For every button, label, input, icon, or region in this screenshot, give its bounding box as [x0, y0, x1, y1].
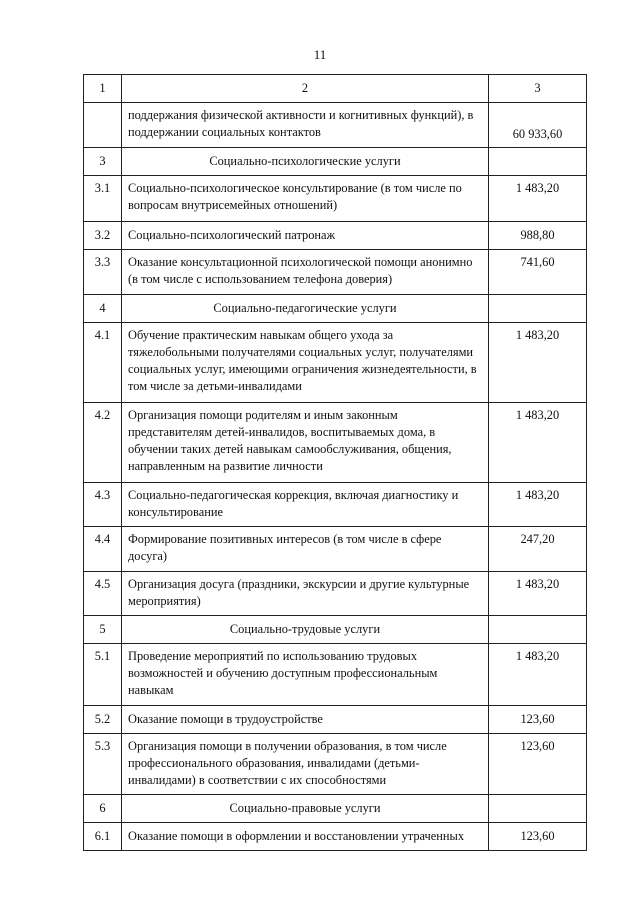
- table-row: [84, 483, 587, 527]
- table-row: [84, 527, 587, 572]
- row-text: Оказание помощи в трудоустройстве: [122, 706, 489, 734]
- row-value: 988,80: [489, 222, 587, 250]
- row-text: Формирование позитивных интересов (в том числе в сфере досуга): [122, 527, 489, 572]
- row-value: 1 483,20: [489, 644, 587, 706]
- row-number: 4.3: [84, 483, 122, 527]
- row-number: 5.2: [84, 706, 122, 734]
- row-number: 6.1: [84, 823, 122, 851]
- row-number: 5.1: [84, 644, 122, 706]
- section-title: Социально-правовые услуги: [122, 795, 489, 823]
- row-value: 123,60: [489, 734, 587, 795]
- table-row: [84, 572, 587, 616]
- section-row: [84, 295, 587, 323]
- table-row: [84, 222, 587, 250]
- table-row: [84, 734, 587, 795]
- section-value: [489, 148, 587, 176]
- table-row: [84, 250, 587, 295]
- table-row: [84, 403, 587, 483]
- row-text: Организация помощи в получении образования, в том числе профессионального образования, инвалидами (детьми-инвалидами) в соответствии с их способностями: [122, 734, 489, 795]
- row-number: 5.3: [84, 734, 122, 795]
- table-row: [84, 823, 587, 851]
- row-value: 123,60: [489, 706, 587, 734]
- section-row: [84, 148, 587, 176]
- section-value: [489, 616, 587, 644]
- table-row: [84, 176, 587, 222]
- row-value: 1 483,20: [489, 403, 587, 483]
- row-text: поддержания физической активности и когнитивных функций), в поддержании социальных контактов: [122, 103, 489, 148]
- table-row: [84, 103, 587, 148]
- row-value: 1 483,20: [489, 572, 587, 616]
- section-title: Социально-педагогические услуги: [122, 295, 489, 323]
- row-value: 741,60: [489, 250, 587, 295]
- header-col-2: 2: [122, 75, 489, 103]
- table-row: [84, 644, 587, 706]
- row-text: Социально-педагогическая коррекция, включая диагностику и консультирование: [122, 483, 489, 527]
- section-row: [84, 616, 587, 644]
- header-col-3: 3: [489, 75, 587, 103]
- header-col-1: 1: [84, 75, 122, 103]
- section-title: Социально-психологические услуги: [122, 148, 489, 176]
- row-number: 4.4: [84, 527, 122, 572]
- row-value: 1 483,20: [489, 483, 587, 527]
- row-number: 3.1: [84, 176, 122, 222]
- section-number: 3: [84, 148, 122, 176]
- row-number: 4.1: [84, 323, 122, 403]
- row-value: 247,20: [489, 527, 587, 572]
- section-row: [84, 795, 587, 823]
- row-value: 123,60: [489, 823, 587, 851]
- row-text: Обучение практическим навыкам общего ухода за тяжелобольными получателями социальных услуг, получателями социальных услуг, имеющими ограничения жизнедеятельности, в том числе за детьми-инвалидами: [122, 323, 489, 403]
- section-number: 6: [84, 795, 122, 823]
- section-number: 5: [84, 616, 122, 644]
- row-value: 1 483,20: [489, 176, 587, 222]
- row-text: Организация помощи родителям и иным законным представителям детей-инвалидов, воспитываемых дома, в обучении таких детей навыкам самообслуживания, общения, направленным на развитие личности: [122, 403, 489, 483]
- page-number: 11: [313, 47, 327, 62]
- header-row: [84, 75, 587, 103]
- section-value: [489, 295, 587, 323]
- row-text: Социально-психологическое консультирование (в том числе по вопросам внутрисемейных отношений): [122, 176, 489, 222]
- row-text: Проведение мероприятий по использованию трудовых возможностей и обучению доступным профессиональным навыкам: [122, 644, 489, 706]
- row-text: Оказание помощи в оформлении и восстановлении утраченных: [122, 823, 489, 851]
- row-text: Оказание консультационной психологической помощи анонимно (в том числе с использованием телефона доверия): [122, 250, 489, 295]
- table-row: [84, 323, 587, 403]
- row-number: [84, 103, 122, 148]
- row-value: 1 483,20: [489, 323, 587, 403]
- section-value: [489, 795, 587, 823]
- row-text: Организация досуга (праздники, экскурсии и другие культурные мероприятия): [122, 572, 489, 616]
- row-number: 3.3: [84, 250, 122, 295]
- row-number: 4.2: [84, 403, 122, 483]
- section-title: Социально-трудовые услуги: [122, 616, 489, 644]
- row-number: 4.5: [84, 572, 122, 616]
- row-value: 60 933,60: [489, 103, 587, 148]
- tariff-table: [83, 74, 587, 851]
- section-number: 4: [84, 295, 122, 323]
- row-text: Социально-психологический патронаж: [122, 222, 489, 250]
- row-number: 3.2: [84, 222, 122, 250]
- table-row: [84, 706, 587, 734]
